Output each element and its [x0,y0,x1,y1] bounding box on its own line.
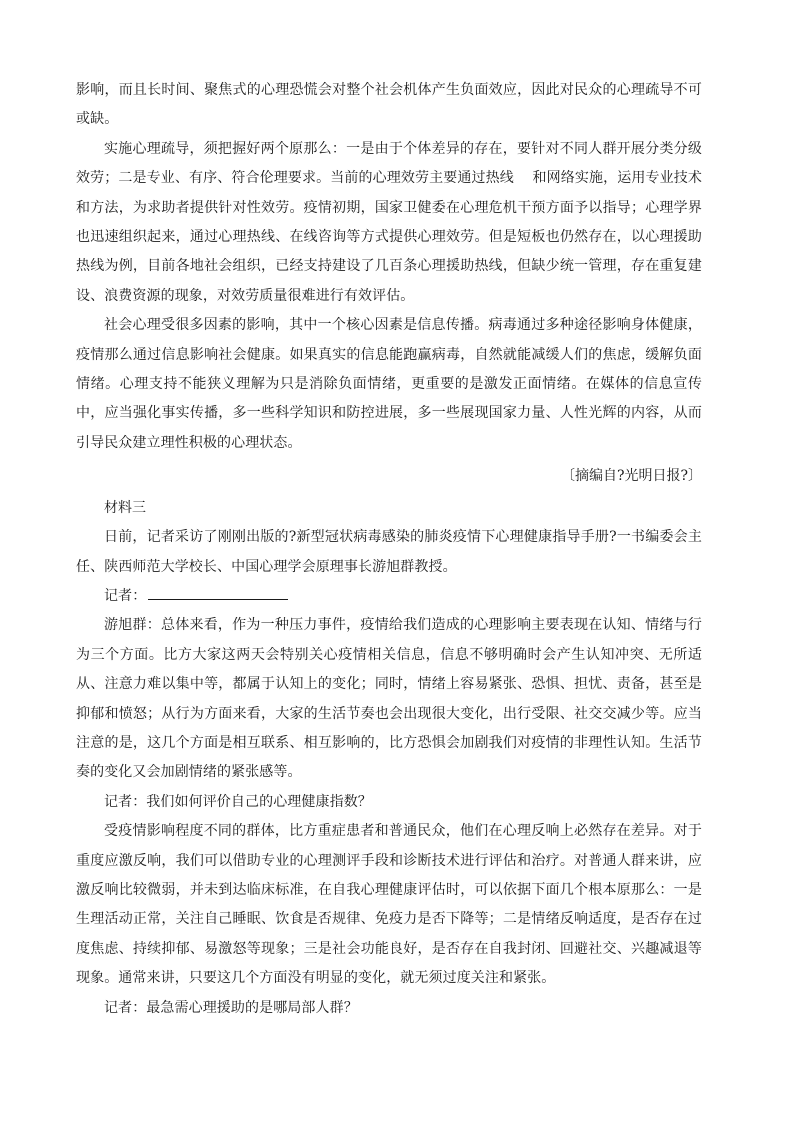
answer-2: 受疫情影响程度不同的群体，比方重症患者和普通民众，他们在心理反响上必然存在差异。对于重度应激反响，我们可以借助专业的心理测评手段和诊断技术进行评估和治疗。对普通人群来讲，应激反响比较微弱，并未到达临床标准，在自我心理健康评估时，可以依据下面几个根本原那么：一是生理活动正常，关注自己睡眠、饮食是否规律、免疫力是否下降等；二是情绪反响适度，是否存在过度焦虑、持续抑郁、易激怒等现象；三是社会功能良好，是否存在自我封闭、回避社交、兴趣减退等现象。通常来讲，只要这几个方面没有明显的变化，就无须过度关注和紧张。 [76,823,702,987]
question-1-prefix: 记者： [104,587,147,604]
answer-blank [148,583,288,600]
paragraph-3: 社会心理受很多因素的影响，其中一个核心因素是信息传播。病毒通过多种途径影响身体健康，疫情那么通过信息影响社会健康。如果真实的信息能跑赢病毒，自然就能减缓人们的焦虑，缓解负面情绪。心理支持不能狭义理解为只是消除负面情绪，更重要的是激发正面情绪。在媒体的信息宣传中，应当强化事实传播，多一些科学知识和防控进展，多一些展现国家力量、人性光辉的内容，从而引导民众建立理性积极的心理状态。 [76,317,702,451]
paragraph-intro: 日前，记者采访了刚刚出版的?新型冠状病毒感染的肺炎疫情下心理健康指导手册?一书编委会主任、陕西师范大学校长、中国心理学会原理事长游旭群教授。 [76,529,702,575]
paragraph-2: 实施心理疏导，须把握好两个原那么：一是由于个体差异的存在，要针对不同人群开展分类分级效劳；二是专业、有序、符合伦理要求。当前的心理效劳主要通过热线 和网络实施，运用专业技术和方法，为求助者提供针对性效劳。疫情初期，国家卫健委在心理危机干预方面予以指导；心理学界也迅速组织起来，通过心理热线、在线咨询等方式提供心理效劳。但是短板也仍然存在，以心理援助热线为例，目前各地社会组织，已经支持建设了几百条心理援助热线，但缺少统一管理，存在重复建设、浪费资源的现象，对效劳质量很难进行有效评估。 [76,140,702,304]
question-3: 记者：最急需心理援助的是哪局部人群？ [104,999,358,1016]
question-2: 记者：我们如何评价自己的心理健康指数？ [104,793,372,810]
source-citation: 〔摘编自?光明日报?〕 [560,468,702,485]
paragraph-1: 影响，而且长时间、聚焦式的心理恐慌会对整个社会机体产生负面效应，因此对民众的心理疏导不可或缺。 [76,82,702,128]
answer-1: 游旭群：总体来看，作为一种压力事件，疫情给我们造成的心理影响主要表现在认知、情绪与行为三个方面。比方大家这两天会特别关心疫情相关信息，信息不够明确时会产生认知冲突、无所适从、注意力难以集中等，都属于认知上的变化；同时，情绪上容易紧张、恐惧、担忧、责备，甚至是抑郁和愤怒；从行为方面来看，大家的生活节奏也会出现很大变化，出行受限、社交交减少等。应当注意的是，这几个方面是相互联系、相互影响的，比方恐惧会加剧我们对疫情的非理性认知。生活节奏的变化又会加剧情绪的紧张感等。 [76,617,702,781]
material-heading: 材料三 [104,499,146,516]
question-1 [76,582,702,611]
